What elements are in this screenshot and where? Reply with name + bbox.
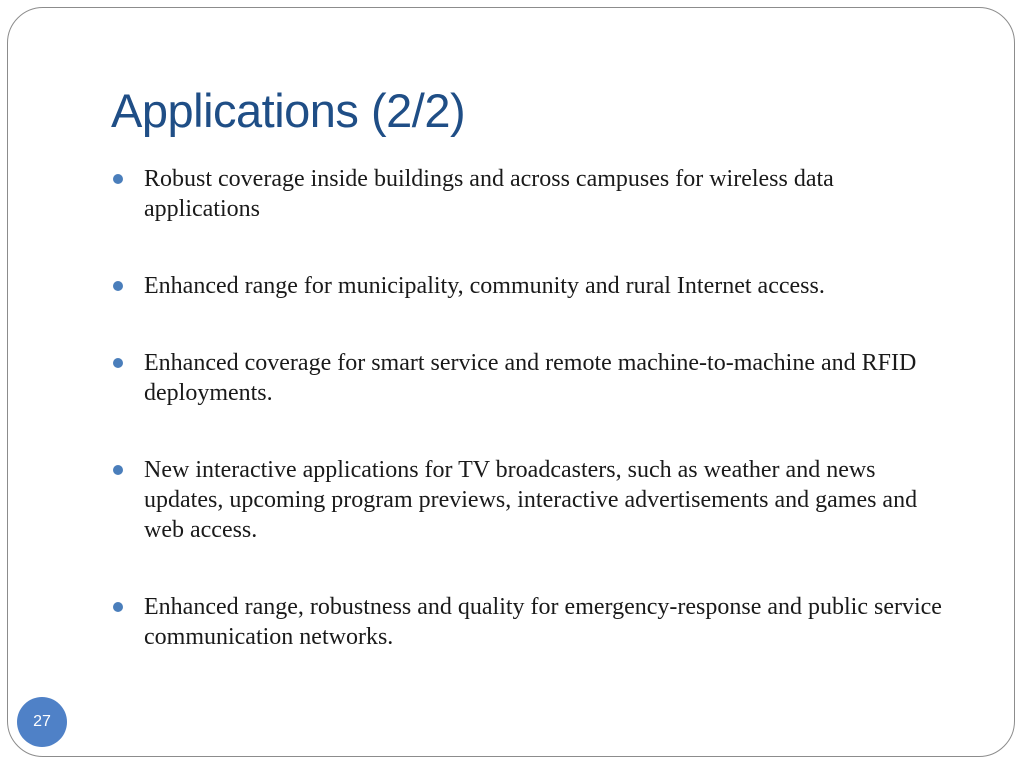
bullet-item xyxy=(112,592,947,652)
bullet-item xyxy=(112,455,947,545)
bullet-text: Enhanced coverage for smart service and remote machine-to-machine and RFID deployments. xyxy=(144,350,917,406)
bullet-dot-icon xyxy=(113,465,123,475)
page-number-badge: 27 xyxy=(17,697,67,747)
bullet-item xyxy=(112,164,947,224)
bullet-dot-icon xyxy=(113,602,123,612)
bullet-text: Enhanced range for municipality, community and rural Internet access. xyxy=(144,273,825,299)
bullet-dot-icon xyxy=(113,281,123,291)
bullet-item xyxy=(112,271,947,301)
bullet-dot-icon xyxy=(113,358,123,368)
bullet-dot-icon xyxy=(113,174,123,184)
slide-title: Applications (2/2) xyxy=(111,84,466,137)
bullet-text: New interactive applications for TV broadcasters, such as weather and news updates, upcoming program previews, interactive advertisements and games and web access. xyxy=(144,457,918,543)
bullet-item xyxy=(112,348,947,408)
bullet-text: Enhanced range, robustness and quality for emergency-response and public service communication networks. xyxy=(144,594,942,650)
bullet-list xyxy=(112,164,947,699)
bullet-text: Robust coverage inside buildings and across campuses for wireless data applications xyxy=(144,166,834,222)
